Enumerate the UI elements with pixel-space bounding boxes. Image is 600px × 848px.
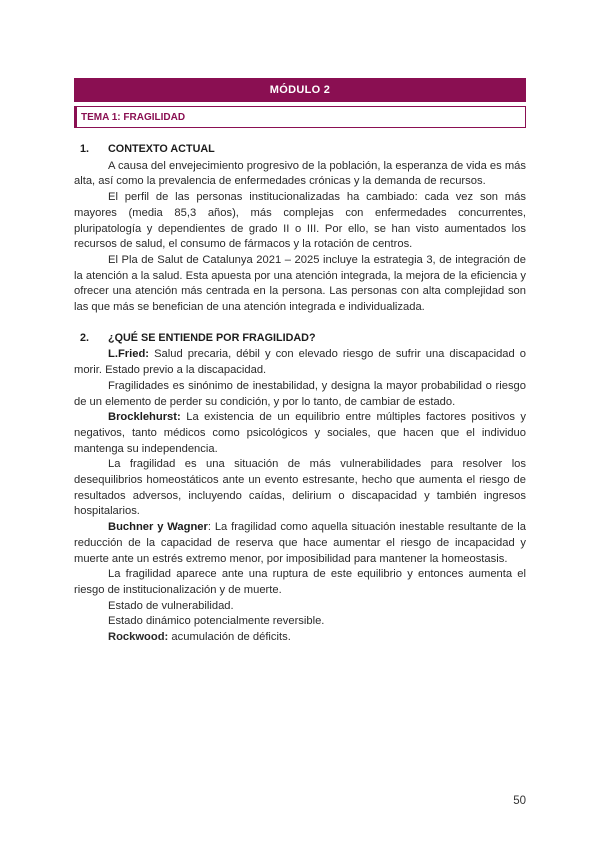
module-title: MÓDULO 2 [74,78,526,102]
section-1-title: CONTEXTO ACTUAL [108,143,215,155]
estado-vulnerabilidad-line: Estado de vulnerabilidad. [108,599,234,612]
rockwood-definition [74,630,526,646]
brocklehurst-text: La existencia de un equilibrio entre múltiples factores positivos y negativos, tanto médicos como psicológicos y sociales, que hacen que el individuo mantenga su independencia. [74,411,526,455]
section-2-heading [74,331,526,347]
section-2-number: 2. [80,331,90,344]
fried-label: L.Fried: [108,348,150,361]
document-body [74,142,526,646]
buchner-wagner-text: : La fragilidad como aquella situación inestable resultante de la reducción de la capacidad de reserva que hace aumentar el riesgo de incapacidad y muerte ante un estrés extremo menor, por imposibilidad para mantener la homeostasis. [74,521,526,565]
topic-title: TEMA 1: FRAGILIDAD [74,106,526,128]
fragilidades-paragraph: Fragilidades es sinónimo de inestabilidad, y designa la mayor probabilidad o riesgo de un elemento de perder su condición, y por lo tanto, de cambiar de estado. [74,379,526,408]
vulnerabilidades-paragraph: La fragilidad es una situación de más vulnerabilidades para resolver los desequilibrios homeostáticos ante un evento estresante, hecho que aumenta el riesgo de resultados adversos, incluyendo caídas, delirium o discapacidad y también ingresos hospitalarios. [74,458,526,518]
brocklehurst-definition [74,410,526,457]
section-1-paragraph-1: A causa del envejecimiento progresivo de la población, la esperanza de vida es más alta, así como la prevalencia de enfermedades crónicas y la demanda de recursos. [74,159,526,188]
section-1-number: 1. [80,143,90,155]
fried-definition [74,347,526,378]
fried-text: Salud precaria, débil y con elevado riesgo de sufrir una discapacidad o morir. Estado previo a la discapacidad. [74,348,526,377]
section-2-title: ¿QUÉ SE ENTIENDE POR FRAGILIDAD? [108,331,316,344]
rockwood-label: Rockwood: [108,631,169,644]
brocklehurst-label: Brocklehurst: [108,411,181,424]
section-1-heading [74,142,526,158]
rockwood-text: acumulación de déficits. [168,631,291,644]
section-1-paragraph-3: El Pla de Salut de Catalunya 2021 – 2025 incluye la estrategia 3, de integración de la atención a la salud. Esta apuesta por una atención integrada, la mejora de la eficiencia y ofrecer una atención más centrada en la persona. Las personas con alta complejidad son las que más se benefician de una atención integrada e individualizada. [74,253,526,314]
buchner-wagner-definition [74,520,526,567]
page-number: 50 [513,795,526,807]
ruptura-paragraph: La fragilidad aparece ante una ruptura de este equilibrio y entonces aumenta el riesgo de institucionalización y de muerte. [74,568,526,596]
buchner-wagner-label: Buchner y Wagner [108,521,208,534]
section-1-paragraph-2: El perfil de las personas institucionalizadas ha cambiado: cada vez son más mayores (media 85,3 años), más complejas con enfermedades concurrentes, pluripatología y dependientes de grado II o III. Por ello, se han visto aumentados los recursos de salud, el consumo de fármacos y la rotación de centros. [74,191,526,251]
estado-dinamico-line: Estado dinámico potencialmente reversible. [108,615,325,628]
